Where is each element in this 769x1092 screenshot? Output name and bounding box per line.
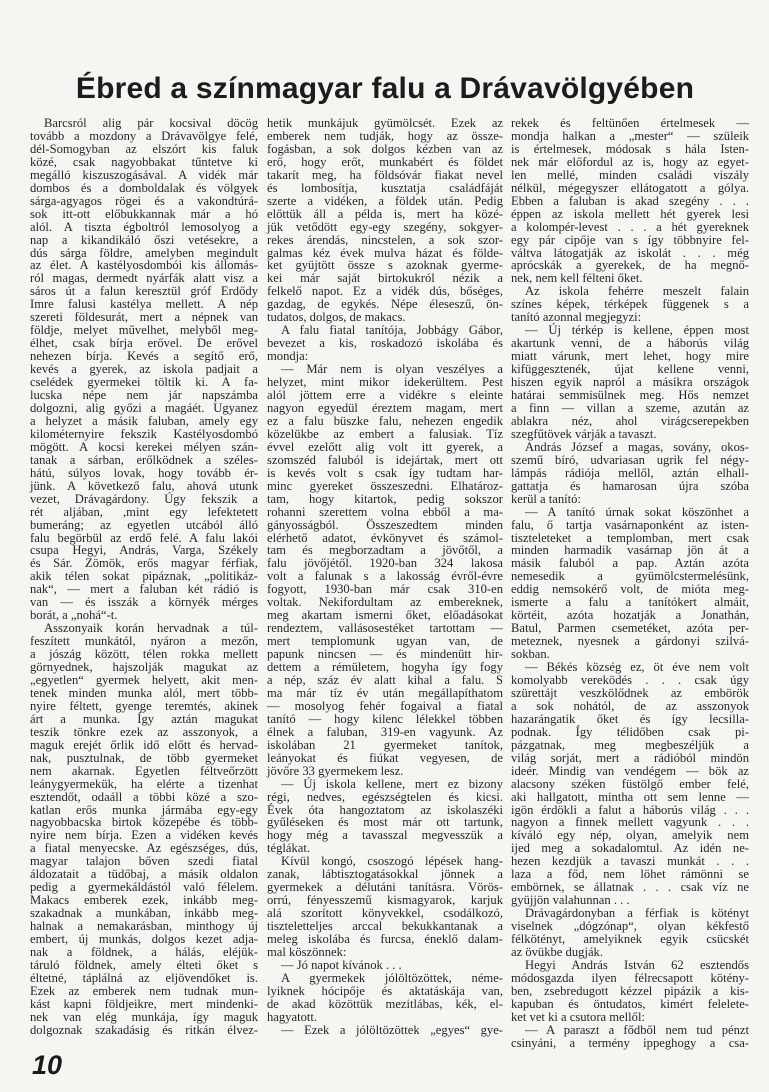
text-line: sok itt-ott előbukkannak már a hó bbox=[30, 206, 258, 221]
text-line: tiszteletteljes arccal bekukkantanak a bbox=[267, 919, 503, 934]
text-line: nek, nem kell félteni őket. bbox=[511, 271, 643, 286]
text-line: eddig nemsokérő volt, de mióta meg- bbox=[511, 582, 749, 597]
text-line: téglákat. bbox=[267, 841, 311, 856]
text-line: nek már előfordul az is, hogy az egyet- bbox=[511, 154, 749, 169]
text-column-3 bbox=[511, 117, 749, 1050]
text-line: nemesedik a gyümölcstermelésünk, bbox=[511, 569, 749, 584]
text-line: bumeráng; az egyetlen utcából álló bbox=[30, 517, 258, 532]
text-line: lyiknek hócipője és aktatáskája van, bbox=[267, 983, 503, 998]
text-line: ez a falu büszke falu, nehezen engedik bbox=[267, 413, 503, 428]
text-line: is kevés volt s csak így tudtam har- bbox=[267, 465, 503, 480]
text-line: maguk erejét őrlik idő előtt és hervad- bbox=[30, 737, 258, 752]
text-line: tanító azonnal megjegyzi: bbox=[511, 310, 642, 325]
paragraph bbox=[511, 117, 749, 285]
text-line: tovább a mozdony a Drávavölgye felé, bbox=[30, 128, 258, 143]
text-line: nem akarnak. Egyetlen féltveőrzött bbox=[30, 763, 258, 778]
text-line: A gyermekek jólöltözöttek, néme- bbox=[281, 970, 503, 985]
text-line: podnak. Így télidőben csak pi- bbox=[511, 724, 749, 739]
text-line: katlan erős munka jármába egy-egy bbox=[30, 802, 258, 817]
text-line: Ezek az emberek nem tudnak mun- bbox=[30, 983, 258, 998]
text-line: papunk nincsen — és mindenütt hir- bbox=[267, 647, 503, 662]
text-line: szegfűtövek várják a tavaszt. bbox=[511, 426, 657, 441]
text-line: ma már tíz év után megállapíthatom bbox=[267, 685, 503, 700]
text-line: élhet, csak bírja erővel. De erővel bbox=[30, 336, 258, 351]
text-line: de akad közöttük mezitlábas, kék, el- bbox=[267, 996, 503, 1011]
text-line: rekes árendás, nincstelen, a sok szor- bbox=[267, 232, 503, 247]
text-line: sáros út a falun keresztül gróf Erdődy bbox=[30, 284, 258, 299]
paragraph bbox=[267, 972, 503, 1024]
paragraph bbox=[511, 285, 749, 324]
text-line: gyűléseken és most már ott tartunk, bbox=[267, 815, 503, 830]
text-line: igön érdökli a falut a háborús világ . . . bbox=[511, 802, 749, 817]
text-line: lámpás rádiója mellől, aztán elhall- bbox=[511, 465, 749, 480]
text-line: falu jövőjétől. 1920-ban 324 lakosa bbox=[267, 556, 503, 571]
text-line: meg akartam ismerni őket, előadásokat bbox=[267, 608, 503, 623]
text-line: akik télen sokat pipáznak, „politikáz- bbox=[30, 569, 258, 584]
text-line: kevés a gyerek, az iskola padjait a bbox=[30, 362, 258, 377]
text-line: gányosságból. Összeszedtem minden bbox=[267, 517, 503, 532]
text-line: miatt várunk, mert lehet, hogy mire bbox=[511, 349, 749, 364]
text-line: sárga-agyagos rögei és a vakondtúrá- bbox=[30, 193, 258, 208]
paragraph bbox=[267, 1024, 503, 1037]
text-line: árt a munka. Így aztán magukat bbox=[30, 711, 258, 726]
text-line: rendeztem, vallásosestéket tartottam — bbox=[267, 621, 503, 636]
text-line: A falu fiatal tanítója, Jobbágy Gábor, bbox=[281, 323, 503, 338]
text-line: kilométernyire fekszik Kastélyosdombó bbox=[30, 426, 258, 441]
text-line: nagyon a finnek mellett vagyunk . . . bbox=[511, 815, 749, 830]
text-line: Hegyi András István 62 esztendős bbox=[525, 957, 749, 972]
text-line: mal köszönnek: bbox=[267, 945, 347, 959]
text-line: tam, hogy kitartok, pedig sokszor bbox=[267, 491, 503, 506]
text-line: meteznek, nyesnek a gárdonyi szilvá- bbox=[511, 634, 749, 649]
text-line: előttük áll a példa is, mert ha közé- bbox=[267, 206, 503, 221]
text-line: dolgozni, alig győzi a magáét. Ugyanez bbox=[30, 400, 258, 415]
text-line: — Új iskola kellene, mert ez bizony bbox=[281, 776, 503, 791]
text-line: gyermekek a délutáni tanításra. Vörös- bbox=[267, 880, 503, 895]
text-line: rekek és feltünően értelmesek — bbox=[511, 116, 749, 130]
text-line: egy pár cipője van s így többnyire fel- bbox=[511, 232, 749, 247]
text-line: nagyon egyedül éreztem magam, mert bbox=[267, 400, 503, 415]
paragraph bbox=[511, 661, 749, 907]
text-line: jük vetődött egy-egy szegény, sokgyer- bbox=[267, 219, 503, 234]
text-line: jövőre 33 gyermekem lesz. bbox=[267, 763, 404, 778]
text-line: Az iskola fehérre meszelt falain bbox=[525, 284, 749, 299]
text-line: kerül a tanító: bbox=[511, 491, 581, 506]
text-line: hazarángatik őket és így lecsilla- bbox=[511, 711, 749, 726]
text-line: Drávagárdonyban a férfiak is kötényt bbox=[525, 906, 749, 921]
text-line: évvel ezelőtt alig volt itt gyerek, a bbox=[267, 439, 503, 454]
text-line: ismerte a falu a tanítókert almáit, bbox=[511, 595, 749, 610]
text-line: kapuban és öntudatos, kimért felelete- bbox=[511, 996, 749, 1011]
text-line: ben, zsebredugott kézzel pipázik a kis- bbox=[511, 983, 749, 998]
text-line: nap a kikandikáló őszi vetésekre, a bbox=[30, 232, 258, 247]
text-line: hátú, súlyos lovak, hogy tovább ér- bbox=[30, 465, 258, 480]
text-line: élnek a faluban, 319-en vagyunk. Az bbox=[267, 724, 503, 739]
paragraph bbox=[511, 1024, 749, 1050]
text-line: a helyzet a másik faluban, amely egy bbox=[30, 413, 258, 428]
text-line: magyar talajon bőven szedi fiatal bbox=[30, 854, 258, 869]
text-line: iskolában 21 gyermeket tanítok, bbox=[267, 737, 503, 752]
text-line: nak“, — mert a faluban két rádió is bbox=[30, 582, 258, 597]
text-line: színes képek, térképek függenek s a bbox=[511, 297, 749, 312]
text-line: gattatja és hamarosan újra szóba bbox=[511, 478, 749, 493]
text-line: ideér. Mindig van vendégem — bök az bbox=[511, 763, 749, 778]
paragraph bbox=[30, 117, 258, 622]
text-line: görnyednek, hajszolják magukat az bbox=[30, 660, 258, 675]
text-line: tanító — hogy kilenc lélekkel többen bbox=[267, 711, 503, 726]
text-line: falu begörbül az erdő felé. A falu lakói bbox=[30, 530, 258, 545]
text-line: cselédek gyermekei töltik ki. A fa- bbox=[30, 375, 258, 390]
text-line: mert templomunk ugyan van, de bbox=[267, 634, 503, 649]
text-line: aprócskák a gyerekek, de ha megnő- bbox=[511, 258, 749, 273]
text-line: vezet, Drávagárdony. Úgy fekszik a bbox=[30, 491, 258, 506]
text-line: alól jöttem erre a vidékre s eleinte bbox=[267, 388, 503, 403]
text-line: közé, csak nagyobbakat tűntetve ki bbox=[30, 154, 258, 169]
text-line: galmas kéz évek mulva házat és földe- bbox=[267, 245, 503, 260]
text-line: szürettájt veszkölődnek az embörök bbox=[511, 685, 749, 700]
text-line: Évek óta hangoztatom az iskolaszéki bbox=[267, 802, 503, 817]
text-line: aki hallgatott, mintha ott sem lenne — bbox=[511, 789, 749, 804]
text-line: „egyetlen“ gyermek helyett, akit men- bbox=[30, 672, 258, 687]
text-line: jünk. A következő falu, ahová utunk bbox=[30, 478, 258, 493]
text-line: kást kapni földjeikre, mert mindenki- bbox=[30, 996, 258, 1011]
text-line: helyzet, mint mikor idekerültem. Pest bbox=[267, 375, 503, 390]
text-line: a finn — villan a szeme, azután az bbox=[511, 400, 749, 415]
text-line: nek van elég munkája, így maguk bbox=[30, 1009, 258, 1024]
text-line: Batul, Parmen csemetéket, azóta per- bbox=[511, 621, 749, 636]
paragraph bbox=[30, 622, 258, 1037]
text-line: Ebben a faluban is akad szegény . . . bbox=[511, 193, 749, 208]
text-line: a sok nohától, de az asszonyok bbox=[511, 698, 749, 713]
text-line: is értelmesek, módosak s hála Isten- bbox=[511, 141, 749, 156]
text-line: feszített munkától, nyáron a mezőn, bbox=[30, 634, 258, 649]
text-line: fogyott, 1930-ban már csak 310-en bbox=[267, 582, 503, 597]
text-line: ijed meg a sokadalomtul. Az idén ne- bbox=[511, 841, 749, 856]
text-line: és Sár. Zömök, erős magyar férfiak, bbox=[30, 556, 258, 571]
text-line: nak, pusztulnak, de több gyermeket bbox=[30, 750, 258, 765]
text-line: voltak. Nekifordultam az embereknek, bbox=[267, 595, 503, 610]
text-line: len mellé, minden családi viszály bbox=[511, 167, 749, 182]
text-line: kifüggesztenék, újat kellene venni, bbox=[511, 362, 749, 377]
text-line: az övükbe dugják. bbox=[511, 945, 603, 959]
text-line: félkötényt, amelyiknek egyik csücskét bbox=[511, 932, 749, 947]
text-line: nak a földnek, a hálás, eléjük- bbox=[30, 945, 258, 959]
text-line: halnak a nemakarásban, minthogy új bbox=[30, 919, 258, 934]
text-line: erő, hogy erőt, munkabért és földet bbox=[267, 154, 503, 169]
text-line: mögött. A kocsi kerekei mélyen szán- bbox=[30, 439, 258, 454]
text-line: borát, a „nohá“-t. bbox=[30, 608, 118, 623]
text-line: kíváló egy nép, olyan, amelyik nem bbox=[511, 828, 749, 843]
text-line: embert, új munkás, dolgos kezet adja- bbox=[30, 932, 258, 947]
text-line: éppen az iskola mellett hét gyerek lesi bbox=[511, 206, 749, 221]
text-line: nyire nem bírja. Ezen a vidéken kevés bbox=[30, 828, 258, 843]
text-line: Kívül kongó, csoszogó lépések hang- bbox=[281, 854, 503, 869]
text-line: gazdag, de egykés. Népe éleseszű, ön- bbox=[267, 297, 503, 312]
text-line: — Békés község ez, öt éve nem volt bbox=[525, 660, 749, 675]
text-line: a nép, száz év alatt kihal a falu. S bbox=[267, 672, 503, 687]
text-line: módosgazda ilyen félrecsapott kötény- bbox=[511, 970, 749, 985]
text-line: mondja halkan a „mester“ — szüleik bbox=[511, 128, 749, 143]
text-line: leánygyermekük, ha elérte a tizenhat bbox=[30, 776, 258, 791]
text-line: világ sorját, mert a rádióból mindön bbox=[511, 750, 749, 765]
text-line: kei már saját birtokukról nézik a bbox=[267, 271, 503, 286]
text-line: dettem a rémületem, hogyha így fogy bbox=[267, 660, 503, 675]
text-line: tam és megborzadtam a jövőtől, a bbox=[267, 543, 503, 558]
text-line: körtéit, azóta hozatják a Jonathán, bbox=[511, 608, 749, 623]
text-line: viselnek „dógzónap“, olyan kékfestő bbox=[511, 919, 749, 934]
text-line: orrú, fényesszemű kismagyarok, karjuk bbox=[267, 893, 503, 908]
paragraph bbox=[267, 959, 503, 972]
text-line: határai semmisülnek meg. Hős nemzet bbox=[511, 388, 749, 403]
text-column-2 bbox=[267, 117, 503, 1037]
paragraph bbox=[267, 324, 503, 363]
text-line: dolgoznak szakadásig és ritkán élvez- bbox=[30, 1022, 258, 1037]
text-line: komolyabb vereködés . . . csak úgy bbox=[511, 672, 749, 687]
text-line: az élet. A kastélyosdombói kis állomás- bbox=[30, 258, 258, 273]
text-line: szerte a vidéken, a földek után. Pedig bbox=[267, 193, 503, 208]
text-line: nagyobbacska birtok közepébe és több- bbox=[30, 815, 258, 830]
text-line: tanak a sárban, erőlködnek a széles- bbox=[30, 452, 258, 467]
text-line: alól. A tiszta égboltról lemosolyog a bbox=[30, 219, 258, 234]
text-line: váltva látogatják az iskolát . . . még bbox=[511, 245, 749, 260]
text-line: dél-Somogyban az elszórt kis faluk bbox=[30, 141, 258, 156]
text-line: zanak, lábtisztogatásokkal jönnek a bbox=[267, 867, 503, 882]
text-line: nehezen bírja. Kevés a segítő erő, bbox=[30, 349, 258, 364]
text-line: megálló kiszuszogásával. A vidék már bbox=[30, 167, 258, 182]
text-line: tenek minden munka alól, mert több- bbox=[30, 685, 258, 700]
article-title: Ébred a színmagyar falu a Drávavölgyében bbox=[75, 72, 695, 105]
text-line: pedig a gyermekáldástól való félelem. bbox=[30, 880, 258, 895]
text-line: rohanni szerettem volna ebből a ma- bbox=[267, 504, 503, 519]
text-line: szakadnak a munkában, inkább meg- bbox=[30, 906, 258, 921]
text-line: hogy még a tavasszal megvesszük a bbox=[267, 828, 503, 843]
text-line: falu, ő tartja vasárnaponként az isten- bbox=[511, 517, 749, 532]
text-line: másik faluból a pap. Aztán azóta bbox=[511, 556, 749, 571]
text-line: csinyáni, a termény ippeghogy a csa- bbox=[511, 1035, 749, 1050]
text-line: meleg iskolába és furcsa, éneklő dalam- bbox=[267, 932, 503, 947]
text-line: — Már nem is olyan veszélyes a bbox=[281, 362, 503, 377]
text-line: hiszen egyik napról a másikra országok bbox=[511, 375, 749, 390]
paragraph bbox=[267, 363, 503, 778]
text-line: volt a falunak s a lakosság évről-évre bbox=[267, 569, 503, 584]
paragraph bbox=[511, 506, 749, 661]
text-line: laza a főd, nem löhet rámönni se bbox=[511, 867, 749, 882]
text-line: — mosolyog fehér fogaival a fiatal bbox=[267, 698, 503, 713]
paragraph bbox=[267, 778, 503, 856]
text-line: esztendőt, odaáll a többi közé a szo- bbox=[30, 789, 258, 804]
text-line: a jószág között, télen rokka mellett bbox=[30, 647, 258, 662]
text-line: pázgatnak, meg megbeszéljük a bbox=[511, 737, 749, 752]
text-line: ról magas, dermedt nyárfák alatt visz a bbox=[30, 271, 258, 286]
page-number: 10 bbox=[32, 1050, 63, 1080]
text-line: régi, nedves, egészségtelen és kicsi. bbox=[267, 789, 503, 804]
text-line: — A tanító úrnak sokat köszönhet a bbox=[525, 504, 749, 519]
text-line: tudatos, dolgos, de makacs. bbox=[267, 310, 406, 325]
text-line: embörnek, se állatnak . . . csak víz ne bbox=[511, 880, 749, 895]
text-line: táruló földnek, amely élteti őket s bbox=[30, 957, 258, 972]
text-line: elérhető adatot, évkönyvet és számol- bbox=[267, 530, 503, 545]
text-line: felkelő napot. Ez a vidék dús, bőséges, bbox=[267, 284, 503, 299]
text-line: alacsony széken füstölgő ember felé, bbox=[511, 776, 749, 791]
text-line: fogásban, a sok dolgos kézben van az bbox=[267, 141, 503, 156]
text-line: minden harmadik vasárnap jön át a bbox=[511, 543, 749, 558]
text-line: tiszteleteket a templomban, mert csak bbox=[511, 530, 749, 545]
text-line: teszik tönkre ezek az asszonyok, a bbox=[30, 724, 258, 739]
text-line: — A paraszt a fődből nem tud pénzt bbox=[525, 1022, 749, 1037]
text-line: áldozatait a tüdőbaj, a másik oldalon bbox=[30, 867, 258, 882]
text-line: nyire féltett, gyenge teremtés, akinek bbox=[30, 698, 258, 713]
text-line: alá szorított könyvekkel, csodálkozó, bbox=[267, 906, 503, 921]
paragraph bbox=[267, 117, 503, 324]
text-line: Makacs emberek ezek, inkább meg- bbox=[30, 893, 258, 908]
text-line: hetik munkájuk gyümölcsét. Ezek az bbox=[267, 116, 503, 130]
text-line: rét aljában, ,mint egy lefektetett bbox=[30, 504, 258, 519]
text-line: szomszéd faluból is idejártak, mert ott bbox=[267, 452, 503, 467]
text-line: András József a magas, sovány, okos- bbox=[525, 439, 749, 454]
text-line: földje, melyet művelhet, melyből meg- bbox=[30, 323, 258, 338]
text-line: dombos és a domboldalak és völgyek bbox=[30, 180, 258, 195]
text-line: Barcsról alig pár kocsival döcög bbox=[44, 116, 258, 130]
paragraph bbox=[267, 855, 503, 959]
text-line: csupa Hegyi, András, Varga, Székely bbox=[30, 543, 258, 558]
text-line: a fiatal menyecske. Az egészséges, dús, bbox=[30, 841, 258, 856]
text-line: — Ezek a jólöltözöttek „egyes“ gye- bbox=[281, 1022, 503, 1037]
text-line: takarít meg, ha földsóvár fiakat nevel bbox=[267, 167, 503, 182]
text-line: dús sárga földre, amelyben megindult bbox=[30, 245, 258, 260]
text-line: gyüjjön valahunnan . . . bbox=[511, 893, 630, 908]
text-line: lucska népe nem jár napszámba bbox=[30, 388, 258, 403]
text-line: ket vet ki a csutora mellől: bbox=[511, 1009, 645, 1024]
text-line: Imre falusi kastélya mellett. A nép bbox=[30, 297, 258, 312]
paragraph bbox=[511, 959, 749, 1024]
text-line: szereti földesurát, mert a népnek van bbox=[30, 310, 258, 325]
text-line: szemű bíró, udvariasan ugrik fel négy- bbox=[511, 452, 749, 467]
text-line: Asszonyaik korán hervadnak a túl- bbox=[44, 621, 258, 636]
text-line: mondja: bbox=[267, 349, 309, 364]
text-line: bevezet a kis, roskadozó iskolába és bbox=[267, 336, 503, 351]
text-line: éltetné, táplálná az eljövendőket is. bbox=[30, 970, 258, 985]
text-line: hagyatott. bbox=[267, 1009, 318, 1024]
text-line: leányokat és fiúkat vegyesen, de bbox=[267, 750, 503, 765]
text-line: minc gyereket összeszedni. Elhatároz- bbox=[267, 478, 503, 493]
text-line: akartunk venni, de a háborús világ bbox=[511, 336, 749, 351]
text-line: és lombosítja, kusztatja családfáját bbox=[267, 180, 503, 195]
text-line: közelükbe az embert a falusiak. Tíz bbox=[267, 426, 503, 441]
paragraph bbox=[511, 324, 749, 441]
text-line: van — és isszák a környék mérges bbox=[30, 595, 258, 610]
text-column-1 bbox=[30, 117, 258, 1037]
text-line: sokban. bbox=[511, 647, 550, 662]
text-line: hezen kezdjük a tavaszi munkát . . . bbox=[511, 854, 749, 869]
paragraph bbox=[511, 441, 749, 506]
text-line: emberek nem tudják, hogy az össze- bbox=[267, 128, 503, 143]
text-line: ablakra néz, ahol virágcserepekben bbox=[511, 413, 749, 428]
paragraph bbox=[511, 907, 749, 959]
text-line: — Új térkép is kellene, éppen most bbox=[525, 323, 749, 338]
text-line: ket gyüjtött össze s azoknak gyerme- bbox=[267, 258, 503, 273]
text-line: a kolompér-levest . . . a hét gyereknek bbox=[511, 219, 749, 234]
text-line: — Jó napot kívánok . . . bbox=[281, 957, 402, 972]
text-line: nélkül, mégegyszer ellátogatott a gólya. bbox=[511, 180, 749, 195]
